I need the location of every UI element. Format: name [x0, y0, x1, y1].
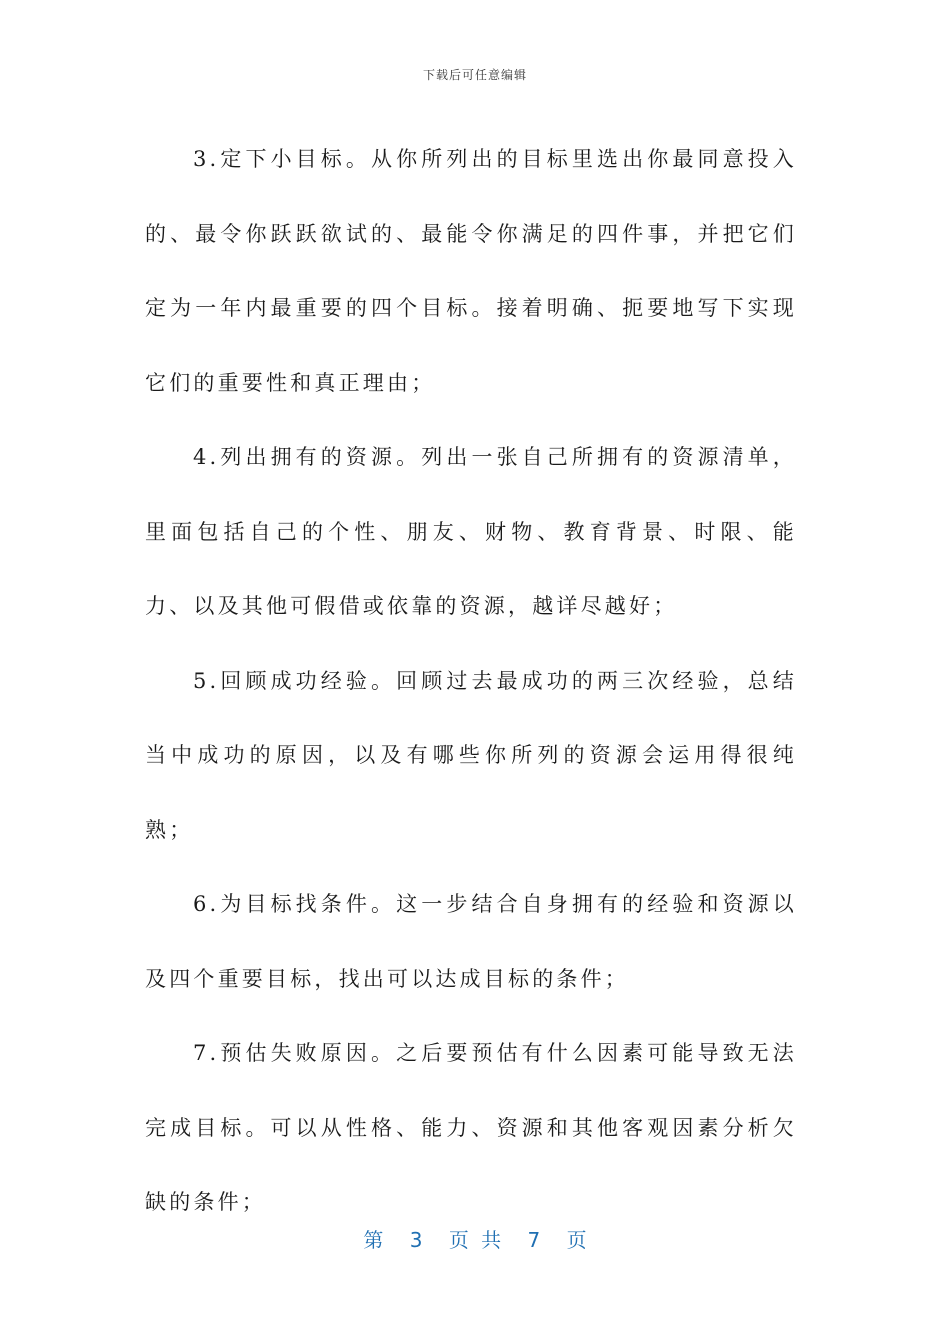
paragraph-step-7: 7.预估失败原因。之后要预估有什么因素可能导致无法完成目标。可以从性格、能力、资源和其他客观因素分析欠缺的条件； — [145, 1041, 797, 1214]
footer-middle: 页 共 — [448, 1228, 502, 1252]
header-note: 下载后可任意编辑 — [422, 68, 527, 82]
paragraph-step-6: 6.为目标找条件。这一步结合自身拥有的经验和资源以及四个重要目标，找出可以达成目标的条件； — [145, 892, 797, 991]
current-page-number: 3 — [409, 1228, 423, 1252]
document-body — [145, 122, 797, 1240]
footer-suffix: 页 — [566, 1228, 587, 1252]
total-pages-number: 7 — [527, 1228, 541, 1252]
paragraph-step-3: 3.定下小目标。从你所列出的目标里选出你最同意投入的、最令你跃跃欲试的、最能令你满足的四件事，并把它们定为一年内最重要的四个目标。接着明确、扼要地写下实现它们的重要性和真正理由； — [145, 147, 797, 395]
page-number-footer — [0, 1224, 950, 1253]
paragraph-step-4: 4.列出拥有的资源。列出一张自己所拥有的资源清单，里面包括自己的个性、朋友、财物、教育背景、时限、能力、以及其他可假借或依靠的资源，越详尽越好； — [145, 445, 797, 618]
footer-prefix: 第 — [363, 1228, 384, 1252]
paragraph-step-5: 5.回顾成功经验。回顾过去最成功的两三次经验，总结当中成功的原因，以及有哪些你所列的资源会运用得很纯熟； — [145, 668, 797, 842]
